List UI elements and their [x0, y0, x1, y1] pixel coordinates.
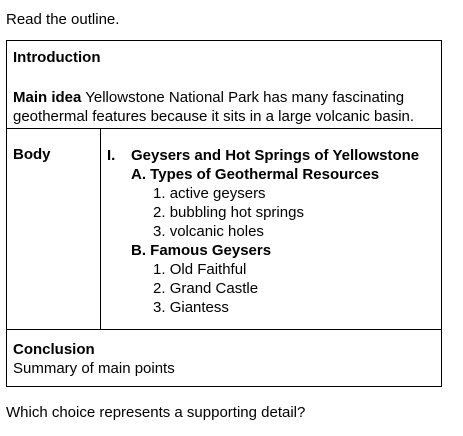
subsection-marker: B.	[131, 242, 146, 259]
subsection-b-heading	[131, 241, 271, 260]
main-idea	[13, 88, 441, 126]
introduction-label: Introduction	[13, 49, 101, 66]
section-heading	[107, 146, 420, 165]
outline-table	[6, 40, 442, 387]
conclusion-section	[7, 330, 441, 386]
list-item	[153, 279, 258, 298]
subsection-a-heading	[131, 165, 379, 184]
list-item	[153, 184, 266, 203]
list-item	[153, 298, 229, 317]
body-section	[7, 129, 441, 330]
item-text: Old Faithful	[169, 261, 247, 278]
conclusion-text: Summary of main points	[13, 360, 175, 377]
item-text: volcanic holes	[169, 223, 264, 240]
introduction-section	[7, 41, 441, 129]
item-marker: 3.	[153, 223, 166, 240]
subsection-marker: A.	[131, 166, 146, 183]
list-item	[153, 260, 246, 279]
subsection-title: Famous Geysers	[150, 242, 272, 259]
list-item	[153, 203, 304, 222]
section-marker: I.	[107, 147, 116, 164]
section-title: Geysers and Hot Springs of Yellowstone	[131, 147, 420, 164]
body-divider	[100, 129, 101, 329]
prompt-text: Read the outline.	[6, 11, 120, 28]
main-idea-label: Main idea	[13, 89, 82, 106]
question-text: Which choice represents a supporting detail?	[6, 404, 306, 421]
conclusion-label: Conclusion	[13, 341, 95, 358]
item-marker: 1.	[153, 261, 166, 278]
item-text: Grand Castle	[169, 280, 259, 297]
item-text: active geysers	[169, 185, 266, 202]
item-marker: 2.	[153, 204, 166, 221]
body-label: Body	[13, 146, 51, 163]
item-text: Giantess	[169, 299, 229, 316]
item-marker: 1.	[153, 185, 166, 202]
item-text: bubbling hot springs	[169, 204, 304, 221]
item-marker: 3.	[153, 299, 166, 316]
subsection-title: Types of Geothermal Resources	[150, 166, 380, 183]
item-marker: 2.	[153, 280, 166, 297]
list-item	[153, 222, 264, 241]
main-idea-text: Yellowstone National Park has many fascinating geothermal features because it sits in a large volcanic basin.	[13, 89, 415, 125]
